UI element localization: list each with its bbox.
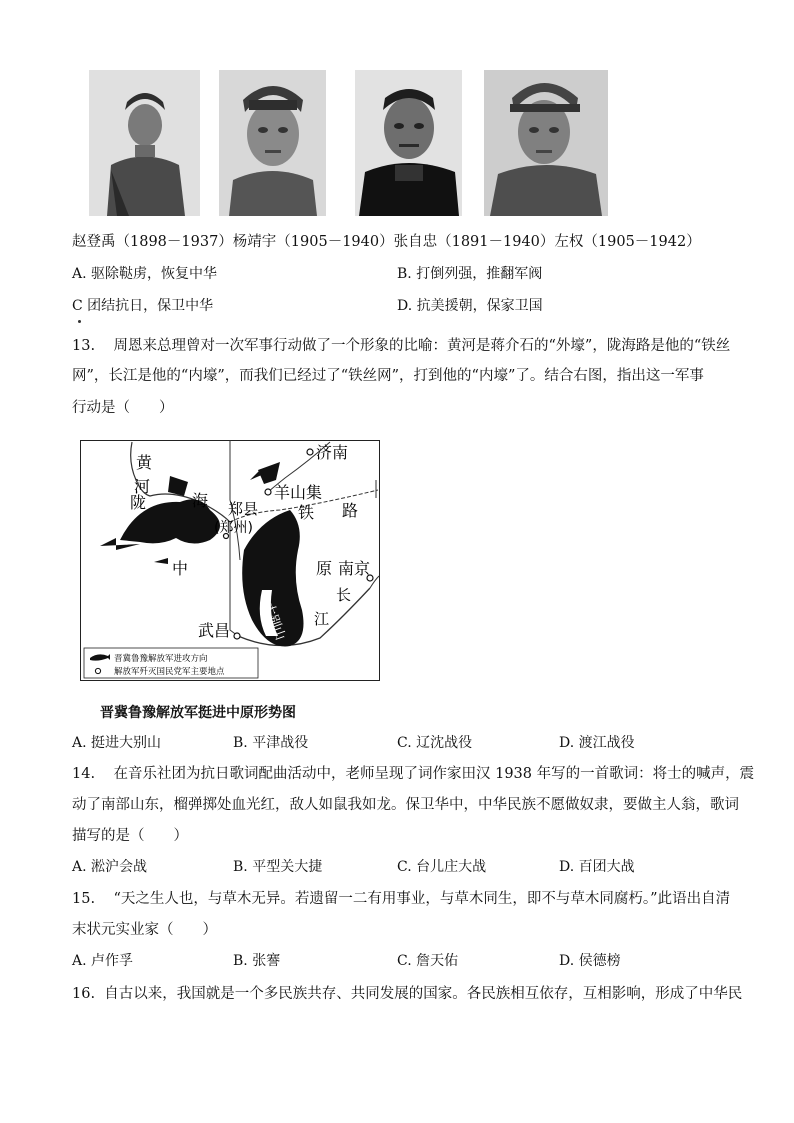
option-letter: C [72,298,83,314]
legend-item-annihilate: 解放军歼灭国民党军主要地点 [114,667,225,677]
q13-option-c[interactable] [397,733,472,753]
map-label-yangshanji: 羊山集 [274,483,323,502]
question-13-line-1 [72,336,730,356]
question-text: 在音乐社团为抗日歌词配曲活动中，老师呈现了词作家田汉 1938 年写的一首歌词：将士的喊声，震 [113,766,755,782]
question-15-line-1 [72,889,730,909]
option-letter: D. [397,298,413,314]
map-label-he: 河 [134,477,151,496]
option-letter: A. [72,266,87,282]
portrait-zuo-quan [484,70,608,216]
map-label-chang: 长 [336,586,352,604]
option-letter: B. [233,953,248,969]
map-label-jiang: 江 [314,610,330,628]
option-letter: D. [559,953,575,969]
portrait-yang-jingyu [219,70,326,216]
option-text: 台儿庄大战 [416,859,487,875]
q12-option-c[interactable] [72,296,213,316]
q14-option-a[interactable] [72,857,147,877]
option-text: 抗美援朝，保家卫国 [416,298,543,314]
map-label-zhengxian: 郑县 [228,500,259,518]
option-text: 挺进大别山 [91,735,162,751]
portrait-zhao-dengyu [89,70,200,216]
option-text: 百团大战 [578,859,635,875]
q13-option-a[interactable] [72,733,161,753]
option-text: 淞沪会战 [91,859,148,875]
option-letter: C. [397,859,412,875]
option-letter: B. [397,266,412,282]
question-number: 14. [72,766,96,782]
option-text: 卢作孚 [91,953,134,969]
question-number: 16. [72,986,96,1002]
q13-option-d[interactable] [559,733,635,753]
portrait-zhang-zizhong [355,70,462,216]
q15-option-a[interactable] [72,951,133,971]
option-text: 驱除鞑虏，恢复中华 [91,266,218,282]
legend-dot-icon [95,668,100,673]
central-plains-map [80,440,380,681]
map-label-lu: 路 [342,501,359,520]
q12-option-d[interactable] [397,296,543,316]
option-text: 侯德榜 [578,953,621,969]
map-label-wuchang: 武昌 [198,621,231,640]
question-13-line-3: 行动是（ ） [72,400,174,416]
option-text: 张謇 [252,953,281,969]
question-13-line-2: 网”，长江是他的“内壕”，而我们已经过了“铁丝网”，打到他的“内壕”了。结合右图，指出这一军事 [72,368,704,384]
question-text: 周恩来总理曾对一次军事行动做了一个形象的比喻：黄河是蒋介石的“外壕”，陇海路是他的“铁丝 [113,338,731,354]
question-14-line-3: 描写的是（ ） [72,828,188,844]
option-text: 渡江战役 [578,735,635,751]
option-letter: C. [397,953,412,969]
map-caption: 晋冀鲁豫解放军挺进中原形势图 [100,705,296,721]
dot-mark [78,320,81,323]
option-letter: B. [233,735,248,751]
question-16-line-1 [72,984,742,1004]
option-text: 打倒列强，推翻军阀 [416,266,543,282]
option-letter: A. [72,735,87,751]
portrait-names-caption: 赵登禹（1898－1937）杨靖宇（1905－1940）张自忠（1891－1940）左权（1905－1942） [72,234,701,250]
q14-option-c[interactable] [397,857,486,877]
question-15-line-2: 末状元实业家（ ） [72,922,217,938]
q14-option-b[interactable] [233,857,322,877]
q12-option-a[interactable] [72,264,217,284]
question-14-line-1 [72,764,754,784]
option-text: 辽沈战役 [416,735,473,751]
option-letter: D. [559,859,575,875]
q15-option-d[interactable] [559,951,621,971]
question-text: 自古以来，我国就是一个多民族共存、共同发展的国家。各民族相互依存，互相影响，形成了中华民 [104,986,743,1002]
option-letter: D. [559,735,575,751]
legend-item-attack: 晋冀鲁豫解放军进攻方向 [114,654,208,664]
map-label-zhong: 中 [172,559,189,578]
option-letter: A. [72,953,87,969]
option-text: 团结抗日，保卫中华 [87,298,214,314]
q12-option-b[interactable] [397,264,542,284]
option-letter: A. [72,859,87,875]
map-label-dabieshan: 大别山 [260,600,288,643]
map-label-zhengzhou: (郑州) [214,520,253,536]
q15-option-b[interactable] [233,951,280,971]
map-label-hai: 海 [192,491,209,510]
q13-option-b[interactable] [233,733,308,753]
map-label-huang: 黄 [136,453,153,472]
option-letter: C. [397,735,412,751]
option-text: 平津战役 [252,735,309,751]
option-letter: B. [233,859,248,875]
q15-option-c[interactable] [397,951,458,971]
question-number: 15. [72,891,96,907]
map-label-yuan: 原 [316,559,333,578]
map-label-long: 陇 [130,493,147,512]
q14-option-d[interactable] [559,857,635,877]
option-text: 詹天佑 [416,953,459,969]
map-label-jinan: 济南 [316,443,349,462]
question-number: 13. [72,338,96,354]
map-label-nanjing: 南京 [338,559,371,578]
option-text: 平型关大捷 [252,859,323,875]
question-text: “天之生人也，与草木无异。若遗留一二有用事业，与草木同生，即不与草木同腐朽。”此语出自清 [113,891,731,907]
map-label-tie: 铁 [298,503,315,522]
question-14-line-2: 动了南部山东，榴弹掷处血光红，敌人如鼠我如龙。保卫华中，中华民族不愿做奴隶，要做主人翁，歌词 [72,797,739,813]
